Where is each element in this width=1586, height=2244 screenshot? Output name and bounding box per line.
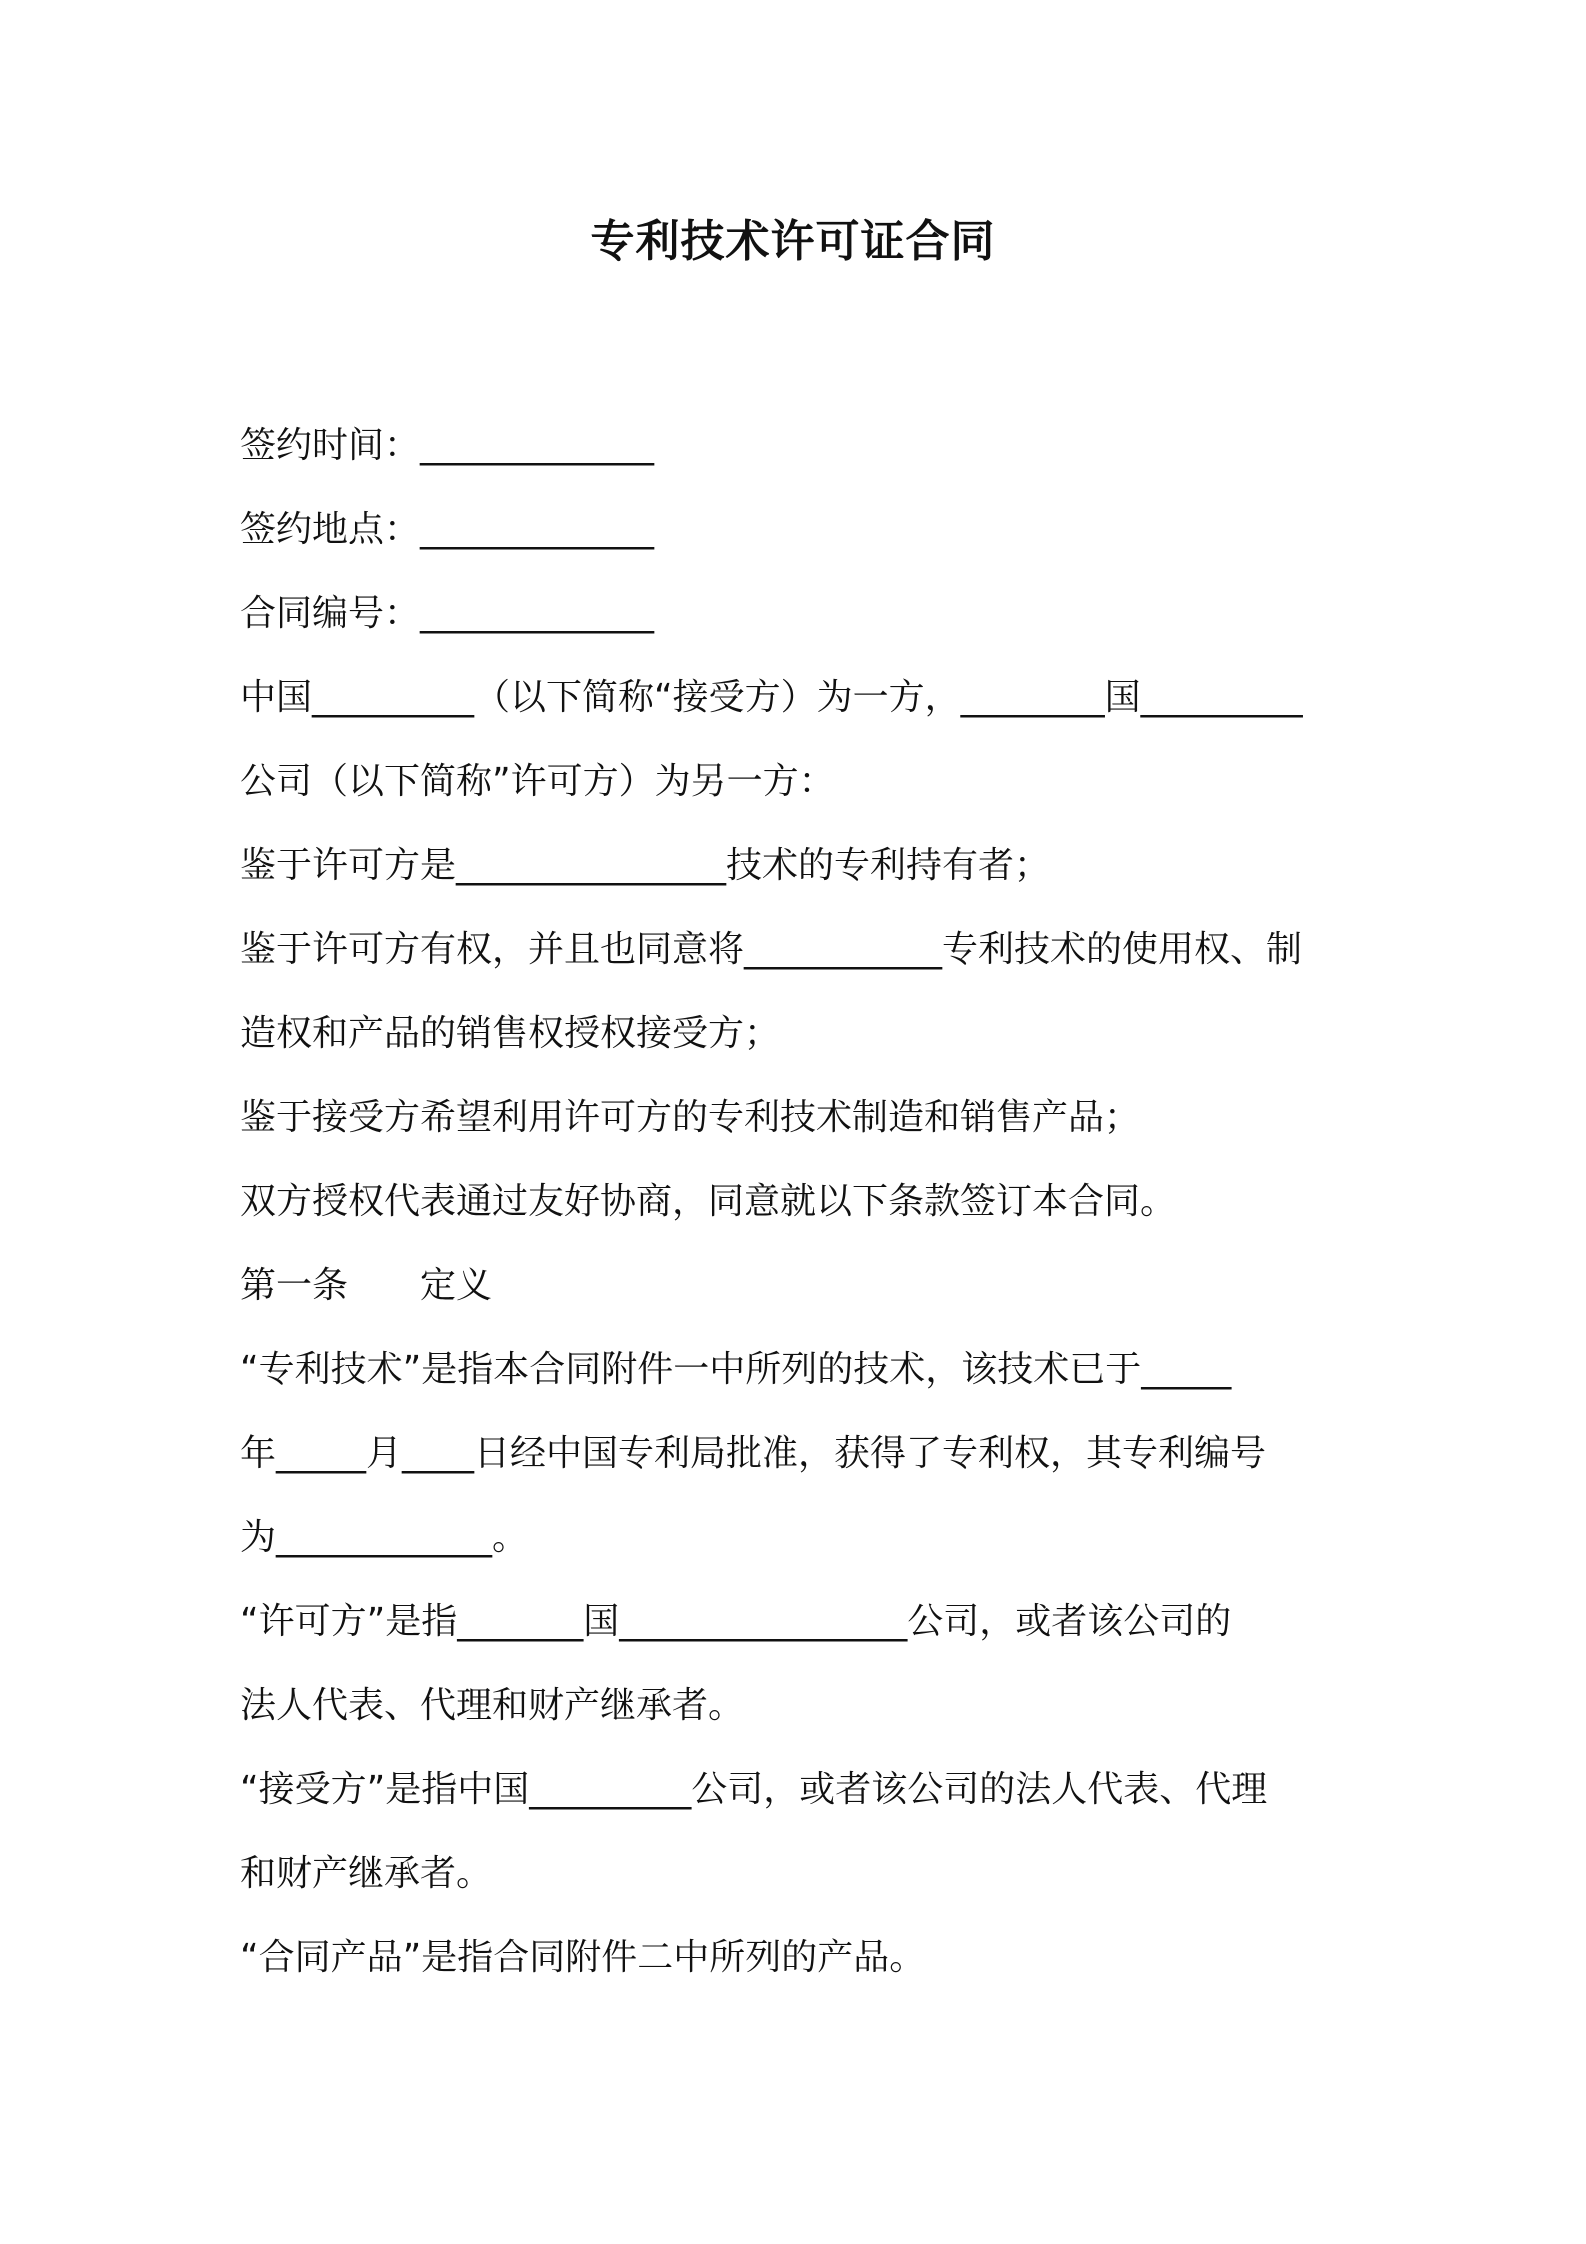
definition-line: “接受方”是指中国_________公司，或者该公司的法人代表、代理 (240, 1769, 1268, 1810)
definition-line: “专利技术”是指本合同附件一中所列的技术，该技术已于_____ (240, 1349, 1232, 1390)
article-heading: 第一条 定义 (240, 1265, 493, 1306)
signing-place-line: 签约地点：_____________ (240, 509, 655, 550)
definition-line: “合同产品”是指合同附件二中所列的产品。 (240, 1937, 926, 1978)
definition-line: “许可方”是指_______国________________公司，或者该公司的 (240, 1601, 1232, 1642)
parties-line-continued: 公司（以下简称”许可方）为另一方： (240, 761, 835, 802)
definition-line: 年_____月____日经中国专利局批准，获得了专利权，其专利编号 (240, 1433, 1267, 1474)
agreement-line: 双方授权代表通过友好协商，同意就以下条款签订本合同。 (240, 1181, 1177, 1222)
definition-line: 为____________。 (240, 1517, 529, 1558)
signing-time-line: 签约时间：_____________ (240, 425, 655, 466)
definition-line: 和财产继承者。 (240, 1853, 493, 1894)
parties-line: 中国_________（以下简称“接受方）为一方，________国_________ (240, 677, 1303, 718)
definition-line: 法人代表、代理和财产继承者。 (240, 1685, 745, 1726)
recital-line: 鉴于许可方是_______________技术的专利持有者； (240, 845, 1051, 886)
contract-number-line: 合同编号：_____________ (240, 593, 655, 634)
recital-line-continued: 造权和产品的销售权授权接受方； (240, 1013, 781, 1054)
recital-line: 鉴于接受方希望利用许可方的专利技术制造和销售产品； (240, 1097, 1141, 1138)
recital-line: 鉴于许可方有权，并且也同意将___________专利技术的使用权、制 (240, 929, 1303, 970)
document-body (240, 404, 1370, 2000)
document-title: 专利技术许可证合同 (590, 216, 996, 267)
